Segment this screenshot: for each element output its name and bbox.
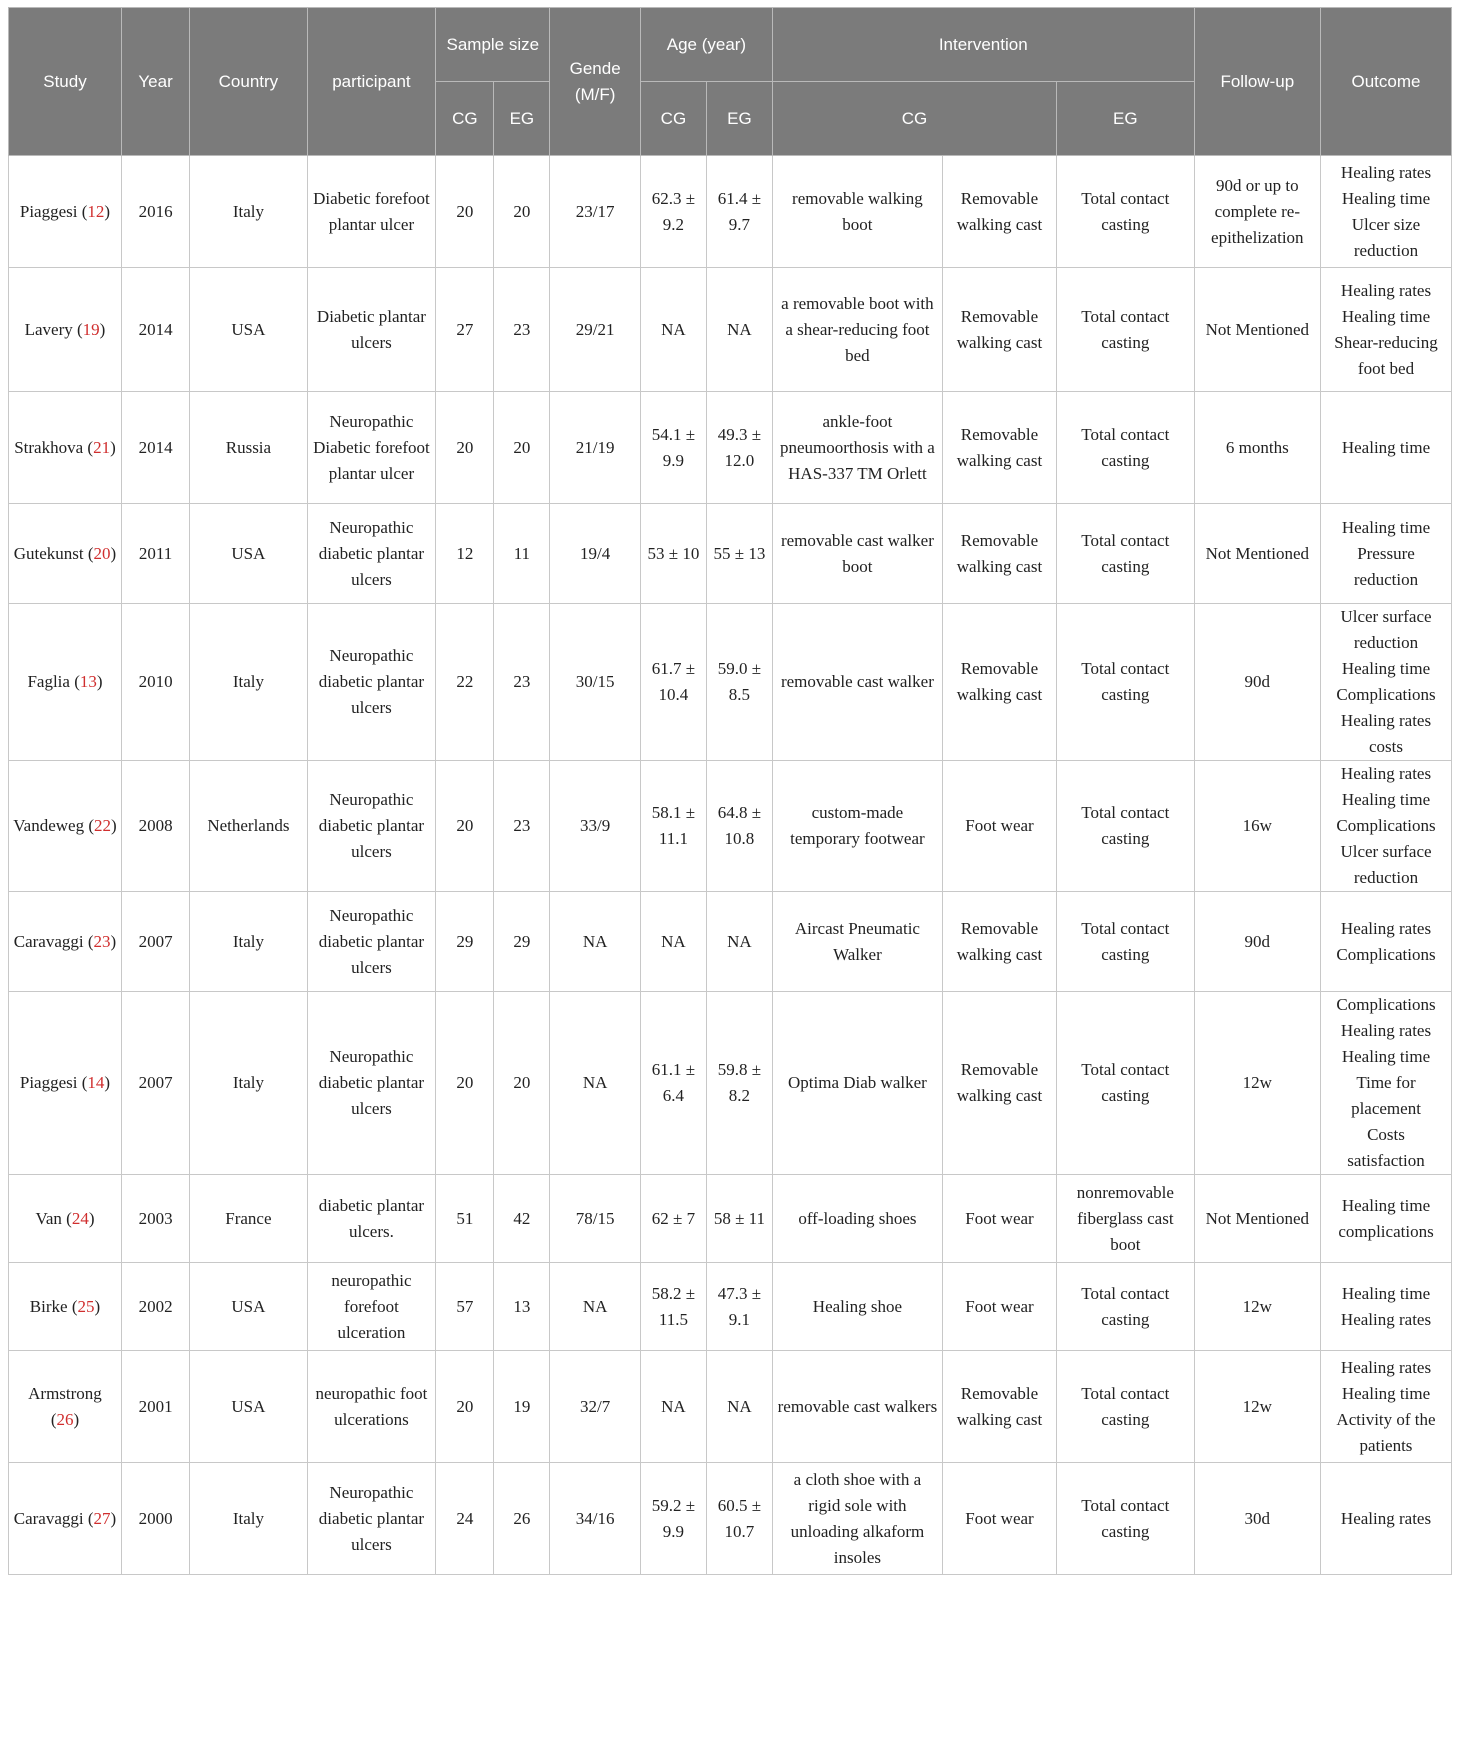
participant-cell: neuropathic foot ulcerations bbox=[307, 1351, 436, 1463]
intervention-cg-cell: custom-made temporary footwear bbox=[772, 761, 942, 892]
header-outcome: Outcome bbox=[1321, 8, 1452, 156]
intervention-cg-type-cell: Foot wear bbox=[942, 1263, 1056, 1351]
study-name: Van bbox=[35, 1208, 67, 1228]
study-cell: Vandeweg (22) bbox=[9, 761, 122, 892]
follow-up-cell: Not Mentioned bbox=[1194, 1175, 1320, 1263]
table-row bbox=[9, 1175, 1452, 1263]
sample-eg-cell: 23 bbox=[494, 268, 550, 392]
sample-cg-cell: 20 bbox=[436, 1351, 494, 1463]
header-gender: Gende (M/F) bbox=[550, 8, 641, 156]
intervention-cg-type-cell: Removable walking cast bbox=[942, 504, 1056, 604]
table-row bbox=[9, 504, 1452, 604]
sample-eg-cell: 23 bbox=[494, 604, 550, 761]
header-age-eg: EG bbox=[706, 82, 772, 156]
outcome-item: Complications bbox=[1336, 995, 1436, 1014]
study-name: Gutekunst bbox=[13, 543, 88, 563]
age-cg-cell: 62 ± 7 bbox=[640, 1175, 706, 1263]
intervention-eg-cell: Total contact casting bbox=[1057, 392, 1195, 504]
participant-cell: Neuropathic Diabetic forefoot plantar ulcer bbox=[307, 392, 436, 504]
age-cg-cell: 61.1 ± 6.4 bbox=[640, 992, 706, 1175]
intervention-cg-cell: removable cast walker bbox=[772, 604, 942, 761]
table-row bbox=[9, 268, 1452, 392]
outcome-cell bbox=[1321, 1175, 1452, 1263]
table-row bbox=[9, 761, 1452, 892]
age-cg-cell: 62.3 ± 9.2 bbox=[640, 156, 706, 268]
header-sample-eg: EG bbox=[494, 82, 550, 156]
intervention-cg-type-cell: Removable walking cast bbox=[942, 604, 1056, 761]
intervention-cg-type-cell: Foot wear bbox=[942, 1463, 1056, 1575]
follow-up-cell: 90d bbox=[1194, 892, 1320, 992]
intervention-cg-type-cell: Foot wear bbox=[942, 761, 1056, 892]
outcome-cell bbox=[1321, 392, 1452, 504]
age-eg-cell: 59.0 ± 8.5 bbox=[706, 604, 772, 761]
sample-cg-cell: 12 bbox=[436, 504, 494, 604]
country-cell: Italy bbox=[190, 1463, 307, 1575]
outcome-item: complications bbox=[1338, 1221, 1434, 1241]
study-name: Lavery bbox=[24, 319, 77, 339]
age-cg-cell: 53 ± 10 bbox=[640, 504, 706, 604]
sample-cg-cell: 27 bbox=[436, 268, 494, 392]
participant-cell: Neuropathic diabetic plantar ulcers bbox=[307, 604, 436, 761]
sample-eg-cell: 13 bbox=[494, 1263, 550, 1351]
age-cg-cell: NA bbox=[640, 268, 706, 392]
country-cell: France bbox=[190, 1175, 307, 1263]
gender-cell: 32/7 bbox=[550, 1351, 641, 1463]
sample-cg-cell: 57 bbox=[436, 1263, 494, 1351]
year-cell: 2007 bbox=[121, 992, 189, 1175]
year-cell: 2014 bbox=[121, 268, 189, 392]
table-row bbox=[9, 1463, 1452, 1575]
reference-link[interactable]: 22 bbox=[94, 816, 112, 835]
study-cell: Birke (25) bbox=[9, 1263, 122, 1351]
intervention-cg-type-cell: Removable walking cast bbox=[942, 892, 1056, 992]
intervention-cg-type-cell: Removable walking cast bbox=[942, 156, 1056, 268]
age-cg-cell: NA bbox=[640, 1351, 706, 1463]
intervention-eg-cell: Total contact casting bbox=[1057, 268, 1195, 392]
country-cell: Italy bbox=[190, 892, 307, 992]
outcome-item: Healing rates bbox=[1340, 280, 1432, 300]
country-cell: USA bbox=[190, 1263, 307, 1351]
outcome-item: Complications bbox=[1336, 816, 1436, 835]
outcome-item: Healing rates bbox=[1340, 764, 1432, 783]
intervention-cg-type-cell: Removable walking cast bbox=[942, 1351, 1056, 1463]
intervention-cg-cell: ankle-foot pneumoorthosis with a HAS-337 TM Orlett bbox=[772, 392, 942, 504]
outcome-item: Healing time bbox=[1341, 659, 1431, 678]
year-cell: 2008 bbox=[121, 761, 189, 892]
outcome-item: Shear-reducing foot bed bbox=[1334, 332, 1438, 378]
intervention-cg-cell: Aircast Pneumatic Walker bbox=[772, 892, 942, 992]
study-name: Armstrong bbox=[28, 1383, 102, 1403]
reference-link[interactable]: 21 bbox=[93, 437, 111, 457]
study-name: Caravaggi bbox=[13, 1508, 88, 1528]
outcome-cell bbox=[1321, 604, 1452, 761]
age-eg-cell: 60.5 ± 10.7 bbox=[706, 1463, 772, 1575]
sample-cg-cell: 24 bbox=[436, 1463, 494, 1575]
sample-cg-cell: 20 bbox=[436, 761, 494, 892]
reference-link[interactable]: 12 bbox=[87, 201, 105, 221]
country-cell: Italy bbox=[190, 992, 307, 1175]
sample-eg-cell: 19 bbox=[494, 1351, 550, 1463]
study-name: Piaggesi bbox=[19, 201, 82, 221]
intervention-cg-type-cell: Removable walking cast bbox=[942, 992, 1056, 1175]
outcome-item: Healing rates bbox=[1340, 1021, 1432, 1040]
intervention-eg-cell: Total contact casting bbox=[1057, 761, 1195, 892]
study-cell: Piaggesi (14) bbox=[9, 992, 122, 1175]
outcome-item: Healing rates costs bbox=[1340, 711, 1432, 756]
outcome-item: Healing time bbox=[1341, 306, 1431, 326]
reference-link[interactable]: 26 bbox=[56, 1409, 74, 1429]
outcome-cell bbox=[1321, 992, 1452, 1175]
reference-link[interactable]: 24 bbox=[71, 1208, 89, 1228]
header-follow-up: Follow-up bbox=[1194, 8, 1320, 156]
outcome-item: Ulcer surface reduction bbox=[1340, 607, 1432, 652]
age-eg-cell: 55 ± 13 bbox=[706, 504, 772, 604]
follow-up-cell: Not Mentioned bbox=[1194, 504, 1320, 604]
outcome-item: Complications bbox=[1336, 685, 1436, 704]
header-country: Country bbox=[190, 8, 307, 156]
study-cell: Faglia (13) bbox=[9, 604, 122, 761]
outcome-item: Healing time bbox=[1341, 437, 1431, 457]
table-body bbox=[9, 156, 1452, 1575]
intervention-cg-cell: a removable boot with a shear-reducing foot bed bbox=[772, 268, 942, 392]
age-eg-cell: 47.3 ± 9.1 bbox=[706, 1263, 772, 1351]
study-cell: Strakhova (21) bbox=[9, 392, 122, 504]
participant-cell: Neuropathic diabetic plantar ulcers bbox=[307, 504, 436, 604]
header-intervention-eg: EG bbox=[1057, 82, 1195, 156]
header-sample-cg: CG bbox=[436, 82, 494, 156]
participant-cell: Neuropathic diabetic plantar ulcers bbox=[307, 1463, 436, 1575]
study-cell: Lavery (19) bbox=[9, 268, 122, 392]
reference-link[interactable]: 27 bbox=[93, 1508, 111, 1528]
follow-up-cell: 90d or up to complete re-epithelization bbox=[1194, 156, 1320, 268]
reference-link[interactable]: 20 bbox=[93, 543, 111, 563]
gender-cell: NA bbox=[550, 992, 641, 1175]
gender-cell: 21/19 bbox=[550, 392, 641, 504]
sample-eg-cell: 29 bbox=[494, 892, 550, 992]
age-eg-cell: 58 ± 11 bbox=[706, 1175, 772, 1263]
header-year: Year bbox=[121, 8, 189, 156]
follow-up-cell: 6 months bbox=[1194, 392, 1320, 504]
study-cell: Gutekunst (20) bbox=[9, 504, 122, 604]
year-cell: 2010 bbox=[121, 604, 189, 761]
intervention-cg-cell: removable cast walker boot bbox=[772, 504, 942, 604]
study-cell: Armstrong (26) bbox=[9, 1351, 122, 1463]
table-row bbox=[9, 604, 1452, 761]
age-eg-cell: NA bbox=[706, 268, 772, 392]
country-cell: Russia bbox=[190, 392, 307, 504]
intervention-cg-cell: a cloth shoe with a rigid sole with unloading alkaform insoles bbox=[772, 1463, 942, 1575]
intervention-cg-cell: Optima Diab walker bbox=[772, 992, 942, 1175]
intervention-eg-cell: Total contact casting bbox=[1057, 504, 1195, 604]
outcome-item: Healing time bbox=[1341, 790, 1431, 809]
table-row bbox=[9, 892, 1452, 992]
outcome-cell bbox=[1321, 156, 1452, 268]
outcome-item: Time for placement bbox=[1351, 1073, 1421, 1118]
intervention-cg-type-cell: Removable walking cast bbox=[942, 268, 1056, 392]
study-cell: Van (24) bbox=[9, 1175, 122, 1263]
table-row bbox=[9, 1263, 1452, 1351]
study-cell: Caravaggi (27) bbox=[9, 1463, 122, 1575]
intervention-cg-cell: Healing shoe bbox=[772, 1263, 942, 1351]
year-cell: 2007 bbox=[121, 892, 189, 992]
intervention-cg-type-cell: Foot wear bbox=[942, 1175, 1056, 1263]
outcome-item: Pressure reduction bbox=[1353, 543, 1419, 589]
sample-eg-cell: 23 bbox=[494, 761, 550, 892]
sample-cg-cell: 29 bbox=[436, 892, 494, 992]
sample-cg-cell: 51 bbox=[436, 1175, 494, 1263]
sample-eg-cell: 20 bbox=[494, 156, 550, 268]
study-name: Piaggesi bbox=[19, 1073, 82, 1092]
country-cell: USA bbox=[190, 268, 307, 392]
year-cell: 2011 bbox=[121, 504, 189, 604]
participant-cell: Neuropathic diabetic plantar ulcers bbox=[307, 761, 436, 892]
study-name: Vandeweg bbox=[13, 816, 89, 835]
age-eg-cell: NA bbox=[706, 892, 772, 992]
age-eg-cell: 49.3 ± 12.0 bbox=[706, 392, 772, 504]
age-eg-cell: 61.4 ± 9.7 bbox=[706, 156, 772, 268]
study-name: Strakhova bbox=[14, 437, 88, 457]
intervention-cg-type-cell: Removable walking cast bbox=[942, 392, 1056, 504]
country-cell: Netherlands bbox=[190, 761, 307, 892]
reference-link[interactable]: 25 bbox=[77, 1296, 95, 1316]
intervention-cg-cell: off-loading shoes bbox=[772, 1175, 942, 1263]
age-cg-cell: 61.7 ± 10.4 bbox=[640, 604, 706, 761]
reference-link[interactable]: 19 bbox=[82, 319, 100, 339]
sample-cg-cell: 20 bbox=[436, 156, 494, 268]
intervention-eg-cell: Total contact casting bbox=[1057, 892, 1195, 992]
outcome-cell bbox=[1321, 892, 1452, 992]
gender-cell: 19/4 bbox=[550, 504, 641, 604]
participant-cell: Neuropathic diabetic plantar ulcers bbox=[307, 892, 436, 992]
country-cell: Italy bbox=[190, 156, 307, 268]
age-cg-cell: 54.1 ± 9.9 bbox=[640, 392, 706, 504]
follow-up-cell: Not Mentioned bbox=[1194, 268, 1320, 392]
reference-link[interactable]: 13 bbox=[79, 672, 97, 691]
follow-up-cell: 12w bbox=[1194, 992, 1320, 1175]
table-row bbox=[9, 992, 1452, 1175]
outcome-item: Complications bbox=[1336, 944, 1436, 964]
header-intervention: Intervention bbox=[772, 8, 1194, 82]
age-eg-cell: 59.8 ± 8.2 bbox=[706, 992, 772, 1175]
age-eg-cell: 64.8 ± 10.8 bbox=[706, 761, 772, 892]
participant-cell: diabetic plantar ulcers. bbox=[307, 1175, 436, 1263]
country-cell: Italy bbox=[190, 604, 307, 761]
outcome-item: satisfaction bbox=[1347, 1151, 1425, 1170]
intervention-eg-cell: Total contact casting bbox=[1057, 1263, 1195, 1351]
reference-link[interactable]: 23 bbox=[93, 931, 111, 951]
intervention-eg-cell: nonremovable fiberglass cast boot bbox=[1057, 1175, 1195, 1263]
intervention-eg-cell: Total contact casting bbox=[1057, 604, 1195, 761]
study-name: Birke bbox=[29, 1296, 72, 1316]
participant-cell: Diabetic forefoot plantar ulcer bbox=[307, 156, 436, 268]
country-cell: USA bbox=[190, 1351, 307, 1463]
outcome-item: Ulcer surface reduction bbox=[1340, 842, 1432, 887]
sample-eg-cell: 26 bbox=[494, 1463, 550, 1575]
sample-eg-cell: 20 bbox=[494, 392, 550, 504]
intervention-eg-cell: Total contact casting bbox=[1057, 156, 1195, 268]
intervention-cg-cell: removable walking boot bbox=[772, 156, 942, 268]
gender-cell: 23/17 bbox=[550, 156, 641, 268]
year-cell: 2001 bbox=[121, 1351, 189, 1463]
outcome-cell bbox=[1321, 1263, 1452, 1351]
follow-up-cell: 12w bbox=[1194, 1263, 1320, 1351]
intervention-eg-cell: Total contact casting bbox=[1057, 992, 1195, 1175]
table-row bbox=[9, 156, 1452, 268]
participant-cell: neuropathic forefoot ulceration bbox=[307, 1263, 436, 1351]
table-row bbox=[9, 1351, 1452, 1463]
gender-cell: NA bbox=[550, 892, 641, 992]
header-study: Study bbox=[9, 8, 122, 156]
intervention-eg-cell: Total contact casting bbox=[1057, 1351, 1195, 1463]
outcome-item: Healing time bbox=[1341, 1195, 1431, 1215]
sample-eg-cell: 20 bbox=[494, 992, 550, 1175]
studies-table bbox=[8, 7, 1452, 1575]
outcome-item: Healing time bbox=[1341, 188, 1431, 208]
gender-cell: 33/9 bbox=[550, 761, 641, 892]
header-sample-size: Sample size bbox=[436, 8, 550, 82]
outcome-item: Costs bbox=[1367, 1125, 1405, 1144]
sample-cg-cell: 20 bbox=[436, 392, 494, 504]
outcome-cell bbox=[1321, 761, 1452, 892]
intervention-eg-cell: Total contact casting bbox=[1057, 1463, 1195, 1575]
follow-up-cell: 12w bbox=[1194, 1351, 1320, 1463]
country-cell: USA bbox=[190, 504, 307, 604]
year-cell: 2003 bbox=[121, 1175, 189, 1263]
header-intervention-cg: CG bbox=[772, 82, 1056, 156]
table-row bbox=[9, 392, 1452, 504]
outcome-item: Healing rates bbox=[1340, 1309, 1432, 1329]
outcome-item: Healing rates bbox=[1340, 918, 1432, 938]
outcome-cell bbox=[1321, 268, 1452, 392]
sample-cg-cell: 20 bbox=[436, 992, 494, 1175]
outcome-cell bbox=[1321, 1351, 1452, 1463]
outcome-item: Healing time bbox=[1341, 517, 1431, 537]
intervention-cg-cell: removable cast walkers bbox=[772, 1351, 942, 1463]
participant-cell: Diabetic plantar ulcers bbox=[307, 268, 436, 392]
sample-cg-cell: 22 bbox=[436, 604, 494, 761]
outcome-item: Healing rates bbox=[1340, 1357, 1432, 1377]
age-cg-cell: NA bbox=[640, 892, 706, 992]
follow-up-cell: 16w bbox=[1194, 761, 1320, 892]
gender-cell: 78/15 bbox=[550, 1175, 641, 1263]
outcome-item: Healing rates bbox=[1340, 162, 1432, 182]
reference-link[interactable]: 14 bbox=[87, 1073, 105, 1092]
outcome-cell bbox=[1321, 1463, 1452, 1575]
sample-eg-cell: 42 bbox=[494, 1175, 550, 1263]
gender-cell: NA bbox=[550, 1263, 641, 1351]
outcome-item: Ulcer size reduction bbox=[1351, 214, 1421, 260]
year-cell: 2016 bbox=[121, 156, 189, 268]
outcome-item: Healing time bbox=[1341, 1283, 1431, 1303]
outcome-item: Healing time bbox=[1341, 1383, 1431, 1403]
gender-cell: 34/16 bbox=[550, 1463, 641, 1575]
age-cg-cell: 59.2 ± 9.9 bbox=[640, 1463, 706, 1575]
study-name: Caravaggi bbox=[13, 931, 88, 951]
outcome-cell bbox=[1321, 504, 1452, 604]
sample-eg-cell: 11 bbox=[494, 504, 550, 604]
header-participant: participant bbox=[307, 8, 436, 156]
age-eg-cell: NA bbox=[706, 1351, 772, 1463]
gender-cell: 29/21 bbox=[550, 268, 641, 392]
header-age: Age (year) bbox=[640, 8, 772, 82]
year-cell: 2014 bbox=[121, 392, 189, 504]
outcome-item: Healing time bbox=[1341, 1047, 1431, 1066]
gender-cell: 30/15 bbox=[550, 604, 641, 761]
follow-up-cell: 30d bbox=[1194, 1463, 1320, 1575]
header-age-cg: CG bbox=[640, 82, 706, 156]
outcome-item: Activity of the patients bbox=[1336, 1409, 1436, 1455]
follow-up-cell: 90d bbox=[1194, 604, 1320, 761]
participant-cell: Neuropathic diabetic plantar ulcers bbox=[307, 992, 436, 1175]
age-cg-cell: 58.1 ± 11.1 bbox=[640, 761, 706, 892]
year-cell: 2002 bbox=[121, 1263, 189, 1351]
study-cell: Piaggesi (12) bbox=[9, 156, 122, 268]
age-cg-cell: 58.2 ± 11.5 bbox=[640, 1263, 706, 1351]
year-cell: 2000 bbox=[121, 1463, 189, 1575]
study-cell: Caravaggi (23) bbox=[9, 892, 122, 992]
outcome-item: Healing rates bbox=[1340, 1508, 1432, 1528]
study-name: Faglia bbox=[27, 672, 75, 691]
